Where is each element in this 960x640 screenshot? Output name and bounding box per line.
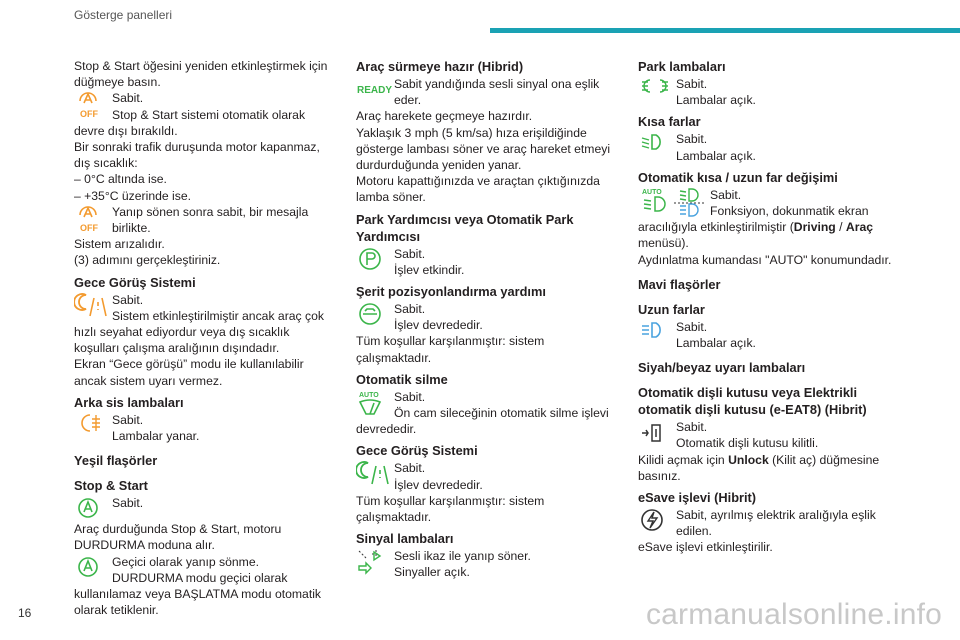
stop-start-off-icon [74,90,110,120]
state-text: Sabit. [676,77,708,91]
night-vision-entry [356,460,618,492]
state-text: Sabit. [710,187,742,202]
state-text: Sabit. [676,319,708,334]
description: Araç harekete geçmeye hazırdır. [356,109,533,124]
state-text: Sabit yandığında sesli sinyal ona eşlik eder. [394,77,600,108]
off-indicator-entry [74,90,336,139]
page-number: 16 [18,606,32,620]
description: Lambalar açık. [676,148,756,163]
night-vision-entry [74,292,336,357]
section-heading: Otomatik kısa / uzun far değişimi [638,169,838,185]
state-text: Sabit. [676,420,708,435]
description: Otomatik dişli kutusu kilitli. [676,436,819,451]
state-text: Sabit. [112,496,144,511]
auto-wipe-entry [356,389,618,438]
state-text: Sabit. [394,246,426,261]
paragraph: Stop & Start öğesini yeniden etkinleştirmek için düğmeye basın. [74,59,328,90]
section-heading: Stop & Start [74,478,148,494]
rear-fog-entry [74,412,336,444]
night-vision-icon [74,292,110,318]
low-beam-entry [638,131,900,163]
description: eSave işlevi etkinleştirilir. [638,540,773,555]
paragraph: Aydınlatma kumandası "AUTO" konumundadır. [638,252,892,267]
description: Sistem arızalıdır. [74,237,165,252]
state-text: Sabit. [676,132,708,147]
esave-icon [638,507,674,533]
paragraph: (3) adımını gerçekleştiriniz. [74,253,221,268]
section-heading: Siyah/beyaz uyarı lambaları [638,360,806,376]
lane-positioning-icon [356,301,392,327]
state-text: Sesli ikaz ile yanıp söner. [394,549,531,564]
park-lamp-entry [638,76,900,108]
bullet-item: – 0°C altında ise. [74,172,167,187]
auto-high-low-beam-icon [638,187,708,217]
column-2 [356,58,618,581]
description: Sistem etkinleştirilmiştir ancak araç çok hızlı seyahat ediyordur veya dış sıcaklık koşulları çalışma aralığının dışındadır. [74,308,324,356]
section-heading: Otomatik silme [356,371,448,387]
paragraph: Bir sonraki trafik duruşunda motor kapanmaz, dış sıcaklık: [74,140,320,171]
ready-icon [356,76,392,102]
section-heading: Park Yardımcısı veya Otomatik Park Yardımcısı [356,211,574,244]
description: DURDURMA modu geçici olarak kullanılamaz veya BAŞLATMA modu otomatik olarak tetiklenir. [74,570,322,618]
rear-fog-lamp-icon [74,412,110,438]
page-header-title: Gösterge panelleri [74,8,173,22]
section-heading: Şerit pozisyonlandırma yardımı [356,284,546,300]
section-heading: eSave işlevi (Hibrit) [638,490,757,506]
description: İşlev devrededir. [394,477,483,492]
ready-entry [356,76,618,108]
park-assist-icon [356,246,392,272]
lane-assist-entry [356,301,618,333]
description: Lambalar açık. [676,93,756,108]
icon-label: READY [357,85,392,96]
section-heading: Araç sürmeye hazır (Hibrid) [356,59,524,74]
icon-label: AUTO [642,188,662,196]
section-heading: Gece Görüş Sistemi [74,274,196,290]
high-beam-icon [638,319,674,345]
icon-label: OFF [80,109,98,120]
description: Lambalar yanar. [112,429,200,444]
paragraph: Tüm koşullar karşılanmıştır: sistem çalışmaktadır. [356,493,545,525]
stop-start-off-icon [74,204,110,233]
column-1 [74,58,336,618]
auto-beam-entry [638,187,900,252]
high-beam-entry [638,319,900,351]
description: Sinyaller açık. [394,565,470,580]
section-heading: Park lambaları [638,59,726,74]
state-text: Sabit. [112,292,144,307]
paragraph: Kilidi açmak için Unlock (Kilit aç) düğmesine basınız. [638,452,880,483]
off-indicator-fault-entry [74,204,336,236]
state-text: Sabit. [112,412,144,427]
description: Stop & Start sistemi otomatik olarak devre dışı bırakıldı. [74,107,306,138]
stop-start-entry [74,495,336,521]
paragraph: Tüm koşullar karşılanmıştır: sistem çalışmaktadır. [356,334,545,365]
gearbox-entry [638,419,900,451]
description: Lambalar açık. [676,336,756,351]
state-text: Sabit. [394,461,426,476]
section-heading: Uzun farlar [638,301,705,317]
section-heading: Arka sis lambaları [74,394,184,410]
bullet-item: – +35°C üzerinde ise. [74,188,192,203]
low-beam-icon [638,131,674,157]
icon-label: OFF [80,222,98,233]
turn-signal-entry [356,548,618,580]
state-text: Sabit. [394,389,426,404]
side-lamp-icon [638,76,674,102]
description: Ön cam sileceğinin otomatik silme işlevi devrededir. [356,406,609,437]
section-heading: Otomatik dişli kutusu veya Elektrikli otomatik dişli kutusu (e-EAT8) (Hibrit) [638,385,867,418]
section-heading: Sinyal lambaları [356,531,454,547]
description: Fonksiyon, dokunmatik ekran aracılığıyla etkinleştirilmiştir (Driving / Araç menüsü). [638,204,874,251]
night-vision-icon [356,460,392,486]
section-heading: Kısa farlar [638,114,701,130]
turn-signal-icon [356,548,392,574]
icon-label: AUTO [359,391,379,399]
description: İşlev etkindir. [394,262,465,277]
auto-wiper-icon [356,389,392,415]
state-text: Sabit. [112,91,144,106]
state-text: Sabit, ayrılmış elektrik aralığıyla eşlik edilen. [676,508,876,539]
stop-start-icon [74,554,110,580]
paragraph: Motoru kapattığınızda ve araçtan çıktığınızda lamba söner. [356,174,600,205]
section-heading: Mavi flaşörler [638,276,721,292]
stop-start-icon [74,495,110,521]
gearbox-lock-icon [638,419,674,445]
paragraph: Ekran “Gece görüşü” modu ile kullanılabilir ancak sistem uyarı vermez. [74,357,304,388]
section-heading: Yeşil flaşörler [74,453,158,469]
stop-start-flash-entry [74,554,336,619]
watermark: carmanualsonline.info [645,598,942,631]
esave-entry [638,507,900,539]
column-3 [638,58,900,556]
paragraph: Yaklaşık 3 mph (5 km/sa) hıza erişildiğinde gösterge lambası söner ve araç hareket etmeyi durdurduğunda yeniden yanar. [356,125,611,173]
state-text: Yanıp sönen sonra sabit, bir mesajla birlikte. [112,204,309,236]
description: İşlev devrededir. [394,318,483,333]
description: Araç durduğunda Stop & Start, motoru DURDURMA moduna alır. [74,522,282,553]
park-assist-entry [356,246,618,278]
state-text: Geçici olarak yanıp sönme. [112,554,259,569]
state-text: Sabit. [394,302,426,317]
header-accent-bar [490,28,960,33]
section-heading: Gece Görüş Sistemi [356,443,478,459]
